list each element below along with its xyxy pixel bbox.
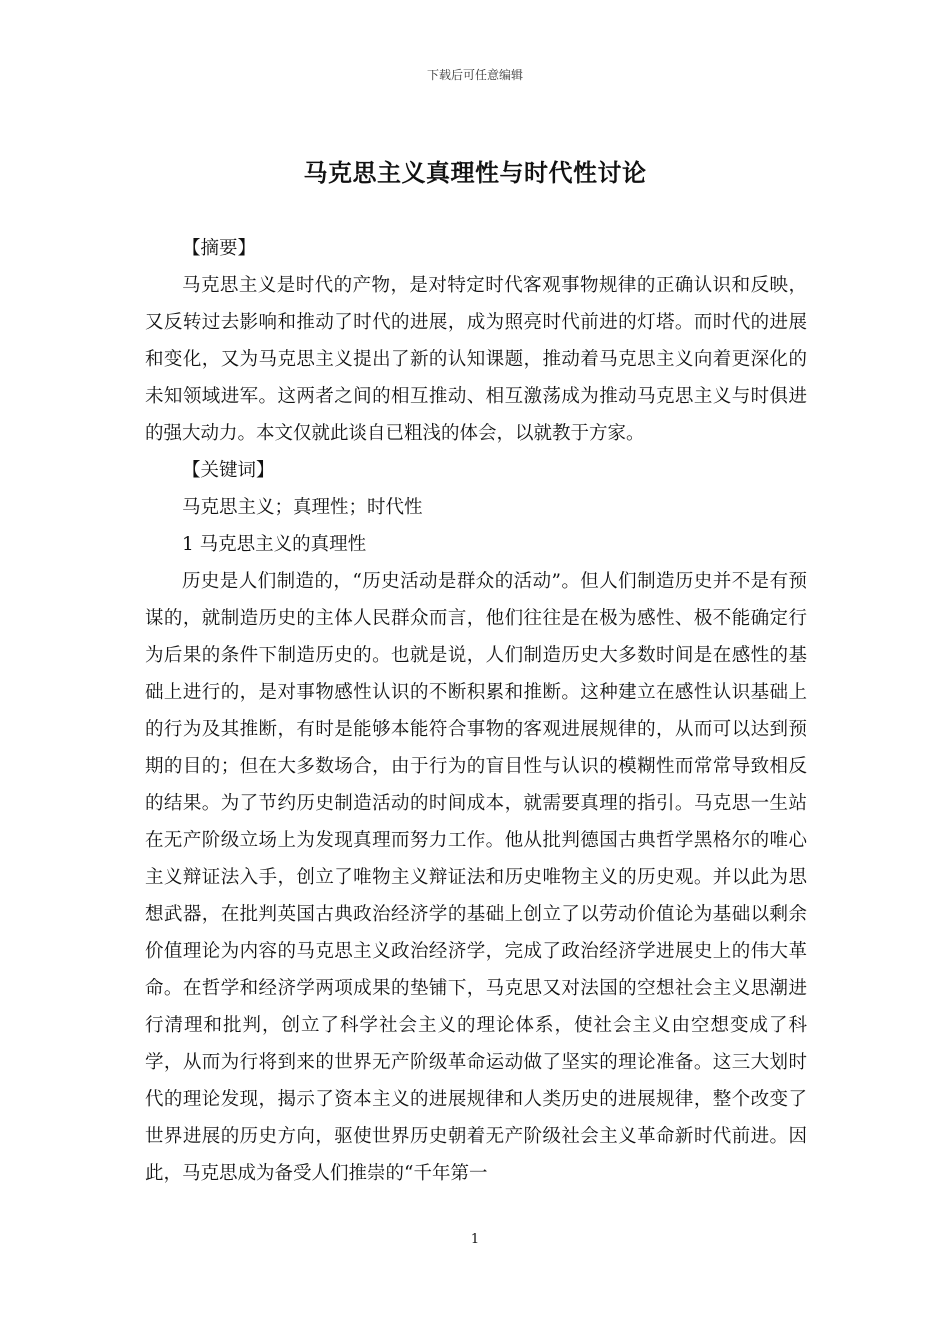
body-paragraph: 历史是人们制造的，“历史活动是群众的活动”。但人们制造历史并不是有预谋的，就制造历史的主体人民群众而言，他们往往是在极为感性、极不能确定行为后果的条件下制造历史的。也就是说，人们制造历史大多数时间是在感性的基础上进行的，是对事物感性认识的不断积累和推断。这种建立在感性认识基础上的行为及其推断，有时是能够本能符合事物的客观进展规律的，从而可以达到预期的目的；但在大多数场合，由于行为的盲目性与认识的模糊性而常常导致相反的结果。为了节约历史制造活动的时间成本，就需要真理的指引。马克思一生站在无产阶级立场上为发现真理而努力工作。他从批判德国古典哲学黑格尔的唯心主义辩证法入手，创立了唯物主义辩证法和历史唯物主义的历史观。并以此为思想武器，在批判英国古典政治经济学的基础上创立了以劳动价值论为基础以剩余价值理论为内容的马克思主义政治经济学，完成了政治经济学进展史上的伟大革命。在哲学和经济学两项成果的垫铺下，马克思又对法国的空想社会主义思潮进行清理和批判，创立了科学社会主义的理论体系，使社会主义由空想变成了科学，从而为行将到来的世界无产阶级革命运动做了坚实的理论准备。这三大划时代的理论发现，揭示了资本主义的进展规律和人类历史的进展规律，整个改变了世界进展的历史方向，驱使世界历史朝着无产阶级社会主义革命新时代前进。因此，马克思成为备受人们推崇的“千年第一: [145, 571, 807, 1184]
document-title: 马克思主义真理性与时代性讨论: [303, 158, 647, 187]
abstract-paragraph: 马克思主义是时代的产物，是对特定时代客观事物规律的正确认识和反映，又反转过去影响和推动了时代的进展，成为照亮时代前进的灯塔。而时代的进展和变化，又为马克思主义提出了新的认知课题，推动着马克思主义向着更深化的未知领域进军。这两者之间的相互推动、相互激荡成为推动马克思主义与时俱进的强大动力。本文仅就此谈自已粗浅的体会，以就教于方家。: [145, 275, 807, 444]
page-header: 下载后可任意编辑: [426, 68, 523, 82]
page-number: 1: [470, 1232, 480, 1247]
keywords-text: 马克思主义；真理性；时代性: [182, 497, 423, 518]
abstract-label: 【摘要】: [182, 238, 257, 259]
section-heading: 1 马克思主义的真理性: [182, 534, 367, 555]
document-body: [145, 230, 807, 1192]
keywords-label: 【关键词】: [182, 460, 275, 481]
